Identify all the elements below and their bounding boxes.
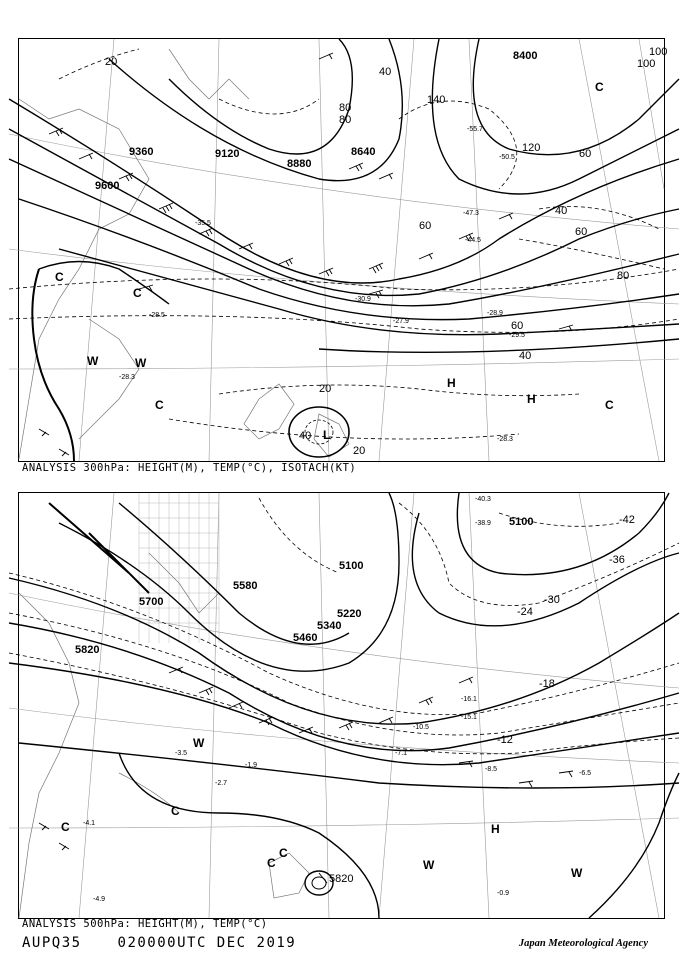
temp-label: -0.9	[497, 890, 510, 897]
isotach-label: 100	[637, 58, 656, 70]
isotach-label: 60	[419, 220, 432, 232]
height-label: 8640	[351, 146, 376, 158]
temp-label: -29.5	[509, 332, 525, 339]
temp-label: -30.9	[355, 296, 371, 303]
temp-label: -55.7	[467, 126, 483, 133]
pressure-center: H	[447, 376, 456, 390]
temp-label: -27.9	[393, 318, 409, 325]
analysis-timestamp: 020000UTC DEC 2019	[117, 935, 297, 951]
pressure-center: C	[171, 804, 180, 818]
height-label: 5100	[339, 560, 364, 572]
pressure-center: H	[527, 392, 536, 406]
thick-boundary	[32, 269, 74, 461]
height-label: 9600	[95, 180, 120, 192]
map-500hpa-svg	[19, 493, 664, 918]
temp-label: -40.3	[475, 496, 491, 503]
temp-label: -2.7	[215, 780, 228, 787]
pressure-center: C	[595, 80, 604, 94]
temp-label: -28.3	[119, 374, 135, 381]
temp-label: -28.3	[497, 436, 513, 443]
height-label: 5340	[317, 620, 342, 632]
pressure-center: C	[155, 398, 164, 412]
temp-label: -4.9	[93, 896, 106, 903]
agency-name: Japan Meteorological Agency	[518, 938, 648, 949]
isotach-label: 40	[379, 66, 392, 78]
pressure-center: W	[571, 866, 583, 880]
temp-label: -4.1	[83, 820, 96, 827]
height-label: 8880	[287, 158, 312, 170]
pressure-center: W	[135, 356, 147, 370]
isotherm-label: -36	[609, 554, 625, 566]
temp-label: -7.1	[395, 750, 408, 757]
bottom-labels	[61, 496, 635, 903]
pressure-center: C	[61, 820, 70, 834]
height-label: 5220	[337, 608, 362, 620]
temp-label: -38.9	[475, 520, 491, 527]
temp-label: -15.1	[461, 714, 477, 721]
isotach-label: 140	[427, 94, 446, 106]
pressure-center: C	[605, 398, 614, 412]
pressure-center: W	[87, 354, 99, 368]
isotherm-label: -42	[619, 514, 635, 526]
caption-300hpa: ANALYSIS 300hPa: HEIGHT(M), TEMP(°C), ISOTACH(KT)	[22, 462, 357, 474]
isotach-label: 120	[522, 142, 541, 154]
isotach-label: 20	[319, 383, 332, 395]
pressure-center: C	[279, 846, 288, 860]
height-label: 5820	[329, 873, 354, 885]
temp-label: -47.3	[463, 210, 479, 217]
top-labels	[55, 46, 667, 457]
height-contours	[9, 39, 679, 352]
height-label: 5700	[139, 596, 164, 608]
isotherm-lines	[9, 498, 679, 754]
height-label: 5580	[233, 580, 258, 592]
temp-label: -50.5	[499, 154, 515, 161]
map-500hpa-panel	[18, 492, 665, 919]
map-300hpa-svg	[19, 39, 668, 461]
height-label: 5460	[293, 632, 318, 644]
chart-code: AUPQ35	[22, 935, 82, 951]
temp-label: -10.5	[413, 724, 429, 731]
isotach-label: 20	[105, 56, 118, 68]
pressure-center: W	[423, 858, 435, 872]
wind-barbs	[39, 667, 573, 883]
pressure-center: C	[55, 270, 64, 284]
temp-label: -6.5	[579, 770, 592, 777]
wind-barbs	[39, 53, 573, 456]
map-300hpa-panel	[18, 38, 668, 462]
pressure-center: C	[133, 286, 142, 300]
temp-label: -8.5	[485, 766, 498, 773]
isotherm-label: -24	[517, 606, 533, 618]
pressure-center: L	[323, 428, 331, 442]
pressure-center: H	[491, 822, 500, 836]
isotach-label: 100	[649, 46, 668, 58]
coastlines	[19, 49, 352, 459]
temp-label: -28.9	[487, 310, 503, 317]
isotach-label: 60	[579, 148, 592, 160]
pressure-center: C	[267, 856, 276, 870]
isotherm-label: -30	[544, 594, 560, 606]
height-label: 5820	[75, 644, 100, 656]
height-label: 5100	[509, 516, 534, 528]
isotherm-label: -18	[539, 678, 555, 690]
temp-label: -3.5	[175, 750, 188, 757]
isotach-label: 80	[339, 102, 352, 114]
height-label: 9360	[129, 146, 154, 158]
caption-500hpa: ANALYSIS 500hPa: HEIGHT(M), TEMP(°C)	[22, 918, 268, 930]
isotach-label: 40	[555, 205, 568, 217]
isotach-label: 80	[339, 114, 352, 126]
height-label: 8400	[513, 50, 538, 62]
temp-label: -28.5	[149, 312, 165, 319]
isotach-label: 40	[519, 350, 532, 362]
temp-label: -35.5	[195, 220, 211, 227]
temp-label: -1.9	[245, 762, 258, 769]
temp-label: -44.5	[465, 237, 481, 244]
isotach-label: 80	[617, 270, 630, 282]
isotach-label: 60	[575, 226, 588, 238]
chart-footer	[22, 935, 322, 951]
isotach-label: 60	[511, 320, 524, 332]
height-label: 9120	[215, 148, 240, 160]
temp-label: -16.1	[461, 696, 477, 703]
isotherm-label: -12	[497, 734, 513, 746]
isotach-label: 20	[353, 445, 366, 457]
isotach-label: 40	[299, 430, 312, 442]
pressure-center: W	[193, 736, 205, 750]
